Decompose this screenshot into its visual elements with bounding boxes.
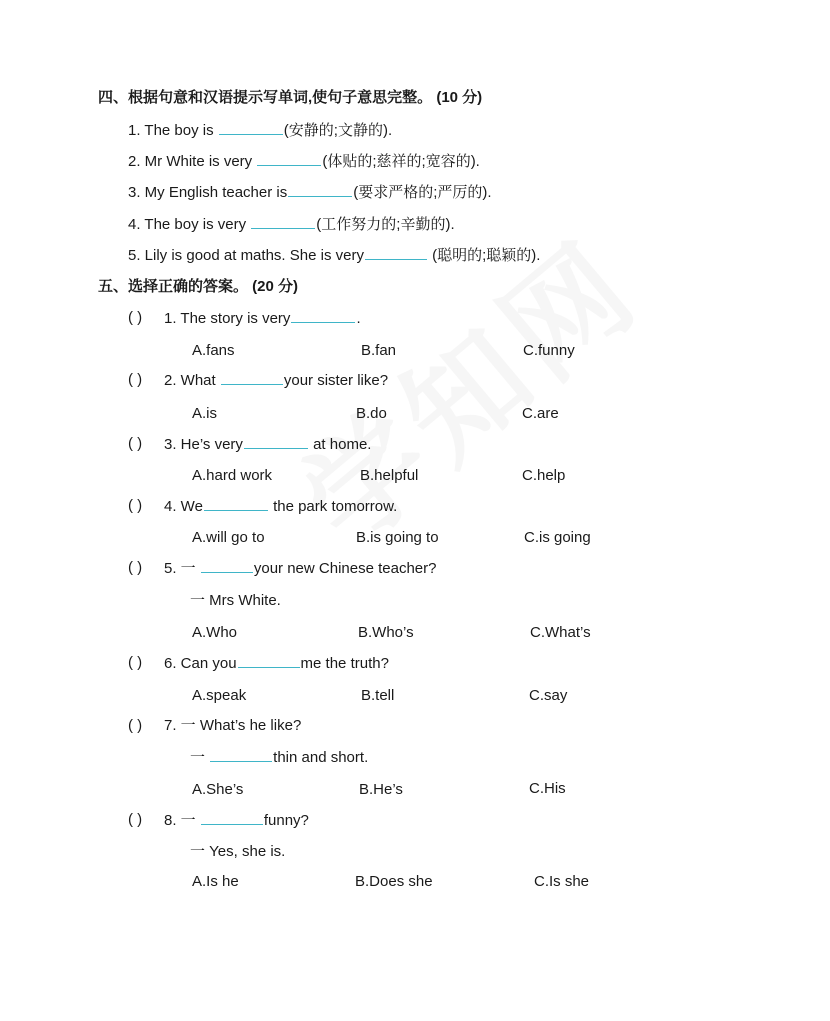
q2-option-c[interactable]: C.are bbox=[522, 405, 559, 422]
q8-stem bbox=[164, 810, 309, 831]
q7-reply-pre: 一 bbox=[190, 749, 210, 766]
q5-blank bbox=[201, 558, 253, 573]
s4-item-3 bbox=[128, 182, 492, 203]
q5-option-c[interactable]: C.What’s bbox=[530, 624, 591, 641]
q3-option-b[interactable]: B.helpful bbox=[360, 467, 419, 484]
q6-pre: 6. Can you bbox=[164, 655, 237, 672]
q8-option-b[interactable]: B.Does she bbox=[355, 873, 433, 890]
q3-answer-paren[interactable]: ( ) bbox=[128, 435, 143, 452]
s4-item-5 bbox=[128, 245, 540, 266]
q4-option-c[interactable]: C.is going bbox=[524, 529, 591, 546]
q6-post: me the truth? bbox=[300, 655, 389, 672]
q4-option-b[interactable]: B.is going to bbox=[356, 529, 439, 546]
s4-item-1-blank[interactable] bbox=[219, 120, 283, 135]
q3-post: at home. bbox=[308, 436, 372, 453]
q6-blank bbox=[238, 653, 300, 668]
q3-option-a[interactable]: A.hard work bbox=[192, 467, 273, 484]
s4-item-5-post: (聪明的;聪颖的). bbox=[427, 247, 541, 264]
q6-option-c[interactable]: C.say bbox=[529, 687, 568, 704]
q5-option-b[interactable]: B.Who’s bbox=[358, 624, 414, 641]
s4-item-4-post: (工作努力的;辛勤的). bbox=[316, 216, 455, 233]
q8-pre: 8. 一 bbox=[164, 812, 200, 829]
q8-post: funny? bbox=[263, 812, 309, 829]
s4-item-3-post: (要求严格的;严厉的). bbox=[353, 184, 492, 201]
q4-option-a[interactable]: A.will go to bbox=[192, 529, 265, 546]
q8-option-a[interactable]: A.Is he bbox=[192, 873, 239, 890]
q3-blank bbox=[244, 434, 308, 449]
q2-answer-paren[interactable]: ( ) bbox=[128, 371, 143, 388]
q2-blank bbox=[221, 370, 283, 385]
s4-item-1 bbox=[128, 120, 392, 141]
q1-pre: 1. The story is very bbox=[164, 310, 291, 327]
q4-answer-paren[interactable]: ( ) bbox=[128, 497, 143, 514]
s4-item-1-pre: 1. The boy is bbox=[128, 122, 218, 139]
q8-option-c[interactable]: C.Is she bbox=[534, 873, 590, 890]
q5-stem bbox=[164, 558, 436, 579]
q6-answer-paren[interactable]: ( ) bbox=[128, 654, 143, 671]
q5-reply: 一 Mrs White. bbox=[190, 592, 281, 609]
q4-blank bbox=[204, 496, 268, 511]
q8-blank bbox=[201, 810, 263, 825]
q4-stem bbox=[164, 496, 397, 517]
q1-blank bbox=[291, 308, 355, 323]
s4-item-3-pre: 3. My English teacher is bbox=[128, 184, 288, 201]
q7-reply-post: thin and short. bbox=[273, 749, 369, 766]
s4-item-3-blank[interactable] bbox=[288, 182, 352, 197]
q4-pre: 4. We bbox=[164, 498, 203, 515]
q1-post: . bbox=[356, 310, 361, 327]
section5-heading: 五、选择正确的答案。 (20 分) bbox=[98, 278, 299, 295]
q7-answer-paren[interactable]: ( ) bbox=[128, 717, 143, 734]
q1-answer-paren[interactable]: ( ) bbox=[128, 309, 143, 326]
q7-option-a[interactable]: A.She’s bbox=[192, 781, 244, 798]
section4-heading: 四、根据句意和汉语提示写单词,使句子意思完整。 (10 分) bbox=[98, 89, 483, 106]
q1-option-b[interactable]: B.fan bbox=[361, 342, 397, 359]
q6-option-b[interactable]: B.tell bbox=[361, 687, 395, 704]
q7-option-b[interactable]: B.He’s bbox=[359, 781, 403, 798]
s4-item-2 bbox=[128, 151, 480, 172]
q6-option-a[interactable]: A.speak bbox=[192, 687, 247, 704]
q8-reply: 一 Yes, she is. bbox=[190, 843, 286, 860]
s4-item-2-pre: 2. Mr White is very bbox=[128, 153, 257, 170]
q5-pre: 5. 一 bbox=[164, 560, 200, 577]
q3-stem bbox=[164, 434, 371, 455]
s4-item-4-blank[interactable] bbox=[251, 214, 315, 229]
q6-stem bbox=[164, 653, 389, 674]
q2-post: your sister like? bbox=[283, 372, 389, 389]
q5-answer-paren[interactable]: ( ) bbox=[128, 559, 143, 576]
q7-reply bbox=[190, 747, 368, 768]
s4-item-4-pre: 4. The boy is very bbox=[128, 216, 251, 233]
s4-item-2-post: (体贴的;慈祥的;宽容的). bbox=[322, 153, 480, 170]
s4-item-4 bbox=[128, 214, 455, 235]
q7-option-c[interactable]: C.His bbox=[529, 780, 566, 797]
q1-option-c[interactable]: C.funny bbox=[523, 342, 575, 359]
q3-option-c[interactable]: C.help bbox=[522, 467, 566, 484]
q7-stem: 7. 一 What’s he like? bbox=[164, 717, 302, 734]
q2-stem bbox=[164, 370, 388, 391]
s4-item-5-blank[interactable] bbox=[365, 245, 427, 260]
s4-item-1-post: (安静的;文静的). bbox=[283, 122, 393, 139]
s4-item-5-pre: 5. Lily is good at maths. She is very bbox=[128, 247, 364, 264]
q7-blank bbox=[210, 747, 272, 762]
q2-option-b[interactable]: B.do bbox=[356, 405, 387, 422]
q5-post: your new Chinese teacher? bbox=[253, 560, 437, 577]
q4-post: the park tomorrow. bbox=[268, 498, 398, 515]
q1-stem bbox=[164, 308, 361, 329]
q1-option-a[interactable]: A.fans bbox=[192, 342, 235, 359]
q5-option-a[interactable]: A.Who bbox=[192, 624, 238, 641]
s4-item-2-blank[interactable] bbox=[257, 151, 321, 166]
q2-pre: 2. What bbox=[164, 372, 220, 389]
q8-answer-paren[interactable]: ( ) bbox=[128, 811, 143, 828]
q3-pre: 3. He’s very bbox=[164, 436, 243, 453]
q2-option-a[interactable]: A.is bbox=[192, 405, 218, 422]
